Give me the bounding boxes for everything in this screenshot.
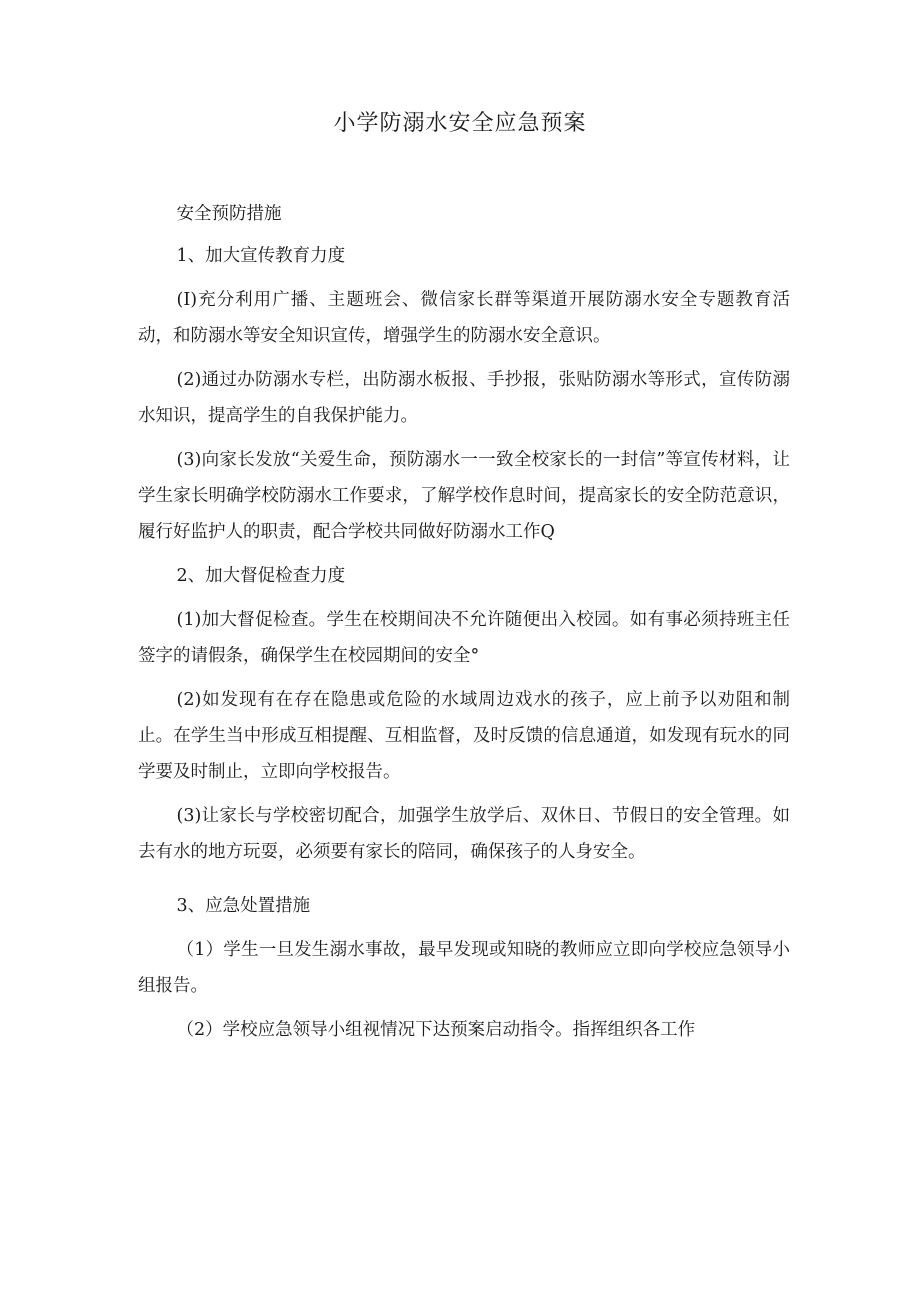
paragraph-1-3: (3)向家长发放“关爱生命，预防溺水一一致全校家长的一封信”等宣传材料，让学生家长明确学校防溺水工作要求，了解学校作息时间，提高家长的安全防范意识，履行好监护人的职责，配合学校共同做好防溺水工作Q: [138, 450, 790, 542]
section-heading-1: 1、加大宣传教育力度: [176, 246, 346, 266]
section-heading-2: 2、加大督促检查力度: [176, 566, 346, 586]
document-title: 小学防溺水安全应急预案: [333, 111, 587, 136]
paragraph-2-1: (1)加大督促检查。学生在校期间决不允许随便出入校园。如有事必须持班主任签字的请假条，确保学生在校园期间的安全°: [138, 610, 790, 666]
document-body: [138, 196, 790, 1048]
paragraph-1-1: (I)充分利用广播、主题班会、微信家长群等渠道开展防溺水安全专题教育活动，和防溺水等安全知识宣传，增强学生的防溺水安全意识。: [138, 290, 790, 346]
paragraph-3-1: （1）学生一旦发生溺水事故，最早发现或知晓的教师应立即向学校应急领导小组报告。: [138, 940, 790, 996]
paragraph-2-3: (3)让家长与学校密切配合，加强学生放学后、双休日、节假日的安全管理。如去有水的地方玩耍，必须要有家长的陪同，确保孩子的人身安全。: [138, 806, 790, 862]
section-heading-3: 3、应急处置措施: [176, 896, 311, 916]
paragraph-1-2: (2)通过办防溺水专栏，出防溺水板报、手抄报，张贴防溺水等形式，宣传防溺水知识，提高学生的自我保护能力。: [138, 370, 790, 426]
section-heading-prevention: 安全预防措施: [176, 204, 282, 224]
paragraph-2-2: (2)如发现有在存在隐患或危险的水域周边戏水的孩子，应上前予以劝阻和制止。在学生当中形成互相提醒、互相监督，及时反馈的信息通道，如发现有玩水的同学要及时制止，立即向学校报告。: [138, 690, 790, 782]
paragraph-3-2: （2）学校应急领导小组视情况下达预案启动指令。指挥组织各工作: [176, 1020, 696, 1040]
